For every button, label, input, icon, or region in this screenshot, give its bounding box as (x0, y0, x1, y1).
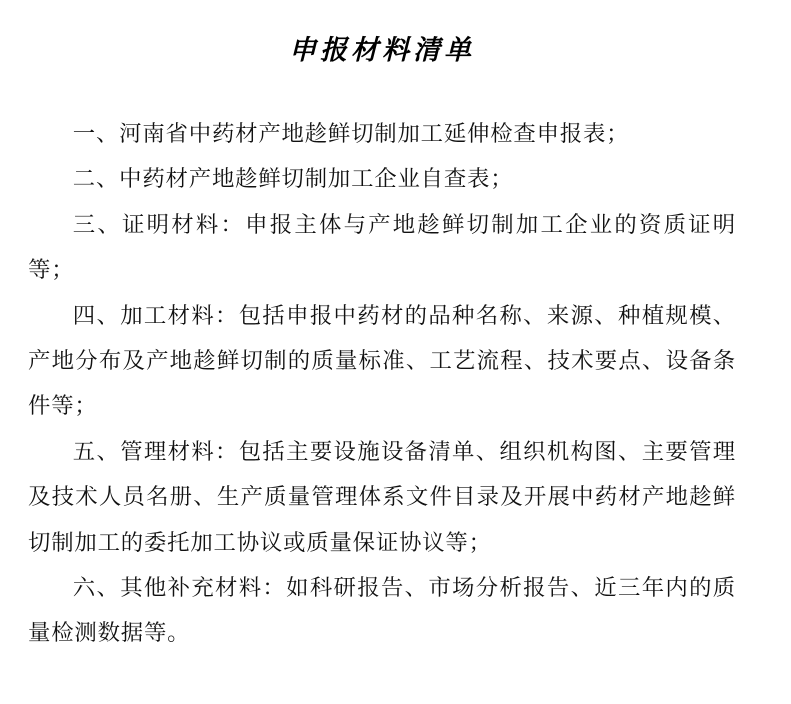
document-page (28, 0, 736, 657)
list-item-3: 三、证明材料：申报主体与产地趁鲜切制加工企业的资质证明等； (28, 211, 736, 284)
document-title: 申报材料清单 (289, 35, 475, 66)
list-item-4: 四、加工材料：包括申报中药材的品种名称、来源、种植规模、产地分布及产地趁鲜切制的质量标准、工艺流程、技术要点、设备条件等； (28, 302, 736, 420)
list-item-5: 五、管理材料：包括主要设施设备清单、组织机构图、主要管理及技术人员名册、生产质量管理体系文件目录及开展中药材产地趁鲜切制加工的委托加工协议或质量保证协议等； (28, 438, 736, 556)
list-item-1: 一、河南省中药材产地趁鲜切制加工延伸检查申报表； (72, 121, 630, 147)
list-item-2: 二、中药材产地趁鲜切制加工企业自查表； (72, 166, 514, 193)
materials-list (28, 112, 736, 657)
list-item-6: 六、其他补充材料：如科研报告、市场分析报告、近三年内的质量检测数据等。 (28, 575, 736, 647)
